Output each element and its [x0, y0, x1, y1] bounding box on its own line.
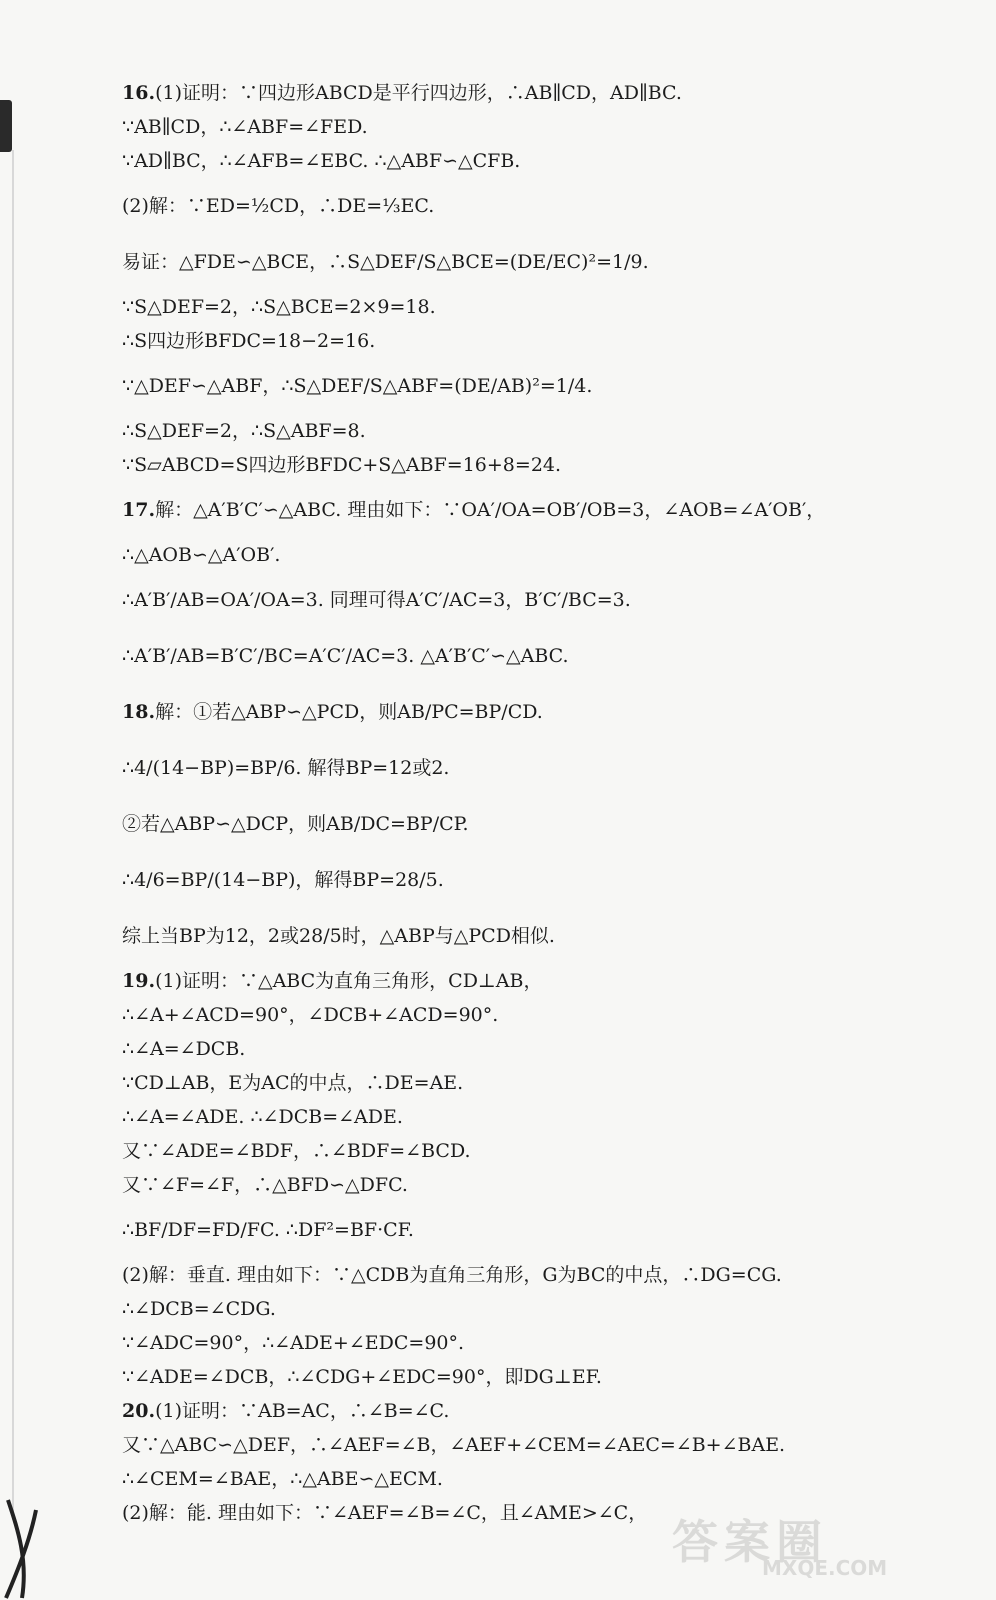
text-line — [122, 628, 972, 684]
line-text: (1)证明：∵△ABC为直角三角形，CD⊥AB， — [155, 970, 543, 992]
line-text: (1)证明：∵AB=AC，∴∠B=∠C. — [155, 1400, 450, 1422]
text-line — [122, 110, 972, 144]
line-text: ∴A′B′/AB=OA′/OA=3. 同理可得A′C′/AC=3，B′C′/BC=3. — [122, 589, 631, 611]
line-text: ∵△DEF∽△ABF，∴S△DEF/S△ABF=(DE/AB)²=1/4. — [122, 375, 593, 397]
line-text: ∴BF/DF=FD/FC. ∴DF²=BF·CF. — [122, 1219, 414, 1241]
watermark-text: 答案圈 — [672, 1515, 828, 1569]
line-text: ∴∠A=∠ADE. ∴∠DCB=∠ADE. — [122, 1106, 403, 1128]
line-text: ∵AB∥CD，∴∠ABF=∠FED. — [122, 116, 368, 138]
line-text: 综上当BP为12，2或28/5时，△ABP与△PCD相似. — [122, 925, 555, 947]
line-text: ∴4/(14−BP)=BP/6. 解得BP=12或2. — [122, 757, 450, 779]
text-line — [122, 1134, 972, 1168]
line-text: (1)证明：∵四边形ABCD是平行四边形，∴AB∥CD，AD∥BC. — [155, 82, 682, 104]
text-line — [122, 1394, 972, 1428]
line-text: ∴S△DEF=2，∴S△ABF=8. — [122, 420, 366, 442]
line-text: 又∵∠ADE=∠BDF，∴∠BDF=∠BCD. — [122, 1140, 471, 1162]
text-line — [122, 358, 972, 414]
line-text: (2)解：垂直. 理由如下：∵△CDB为直角三角形，G为BC的中点，∴DG=CG. — [122, 1264, 782, 1286]
line-text: 解：△A′B′C′∽△ABC. 理由如下：∵OA′/OA=OB′/OB=3，∠AOB=∠A′OB′， — [155, 499, 826, 521]
line-text: ∴∠A=∠DCB. — [122, 1038, 246, 1060]
line-text: ∵∠ADC=90°，∴∠ADE+∠EDC=90°. — [122, 1332, 465, 1354]
line-text: ∴S四边形BFDC=18−2=16. — [122, 330, 376, 352]
line-text: 易证：△FDE∽△BCE，∴S△DEF/S△BCE=(DE/EC)²=1/9. — [122, 251, 649, 273]
page-edge — [12, 150, 14, 1520]
text-line — [122, 538, 972, 572]
text-line — [122, 1202, 972, 1258]
text-line — [122, 414, 972, 448]
text-line — [122, 1100, 972, 1134]
text-line — [122, 178, 972, 234]
line-text: ∴△AOB∽△A′OB′. — [122, 544, 281, 566]
line-text: ∴∠A+∠ACD=90°，∠DCB+∠ACD=90°. — [122, 1004, 499, 1026]
problem-number: 17. — [122, 499, 156, 521]
text-line — [122, 998, 972, 1032]
line-text: 又∵∠F=∠F，∴△BFD∽△DFC. — [122, 1174, 408, 1196]
line-text: ∵S▱ABCD=S四边形BFDC+S△ABF=16+8=24. — [122, 454, 562, 476]
text-line — [122, 290, 972, 324]
problem-number: 18. — [122, 701, 156, 723]
text-line — [122, 572, 972, 628]
problem-number: 16. — [122, 82, 156, 104]
line-text: ∵CD⊥AB，E为AC的中点，∴DE=AE. — [122, 1072, 464, 1094]
text-line — [122, 908, 972, 964]
text-line — [122, 1032, 972, 1066]
text-line — [122, 796, 972, 852]
line-text: ∴4/6=BP/(14−BP)，解得BP=28/5. — [122, 869, 444, 891]
text-line — [122, 1360, 972, 1394]
text-line — [122, 76, 972, 110]
text-line — [122, 234, 972, 290]
line-text: ∴A′B′/AB=B′C′/BC=A′C′/AC=3. △A′B′C′∽△ABC. — [122, 645, 569, 667]
text-line — [122, 1066, 972, 1100]
text-line — [122, 740, 972, 796]
side-tab — [0, 100, 12, 152]
line-text: ∵S△DEF=2，∴S△BCE=2×9=18. — [122, 296, 436, 318]
text-line — [122, 1292, 972, 1326]
answer-content — [122, 76, 972, 1530]
line-text: ②若△ABP∽△DCP，则AB/DC=BP/CP. — [122, 813, 469, 835]
line-text: ∴∠DCB=∠CDG. — [122, 1298, 276, 1320]
text-line — [122, 964, 972, 998]
watermark-url: MXQE.COM — [762, 1556, 888, 1580]
scribble-decoration — [0, 1490, 60, 1600]
line-text: 解：①若△ABP∽△PCD，则AB/PC=BP/CD. — [155, 701, 543, 723]
line-text: ∵AD∥BC，∴∠AFB=∠EBC. ∴△ABF∽△CFB. — [122, 150, 521, 172]
line-text: 又∵△ABC∽△DEF，∴∠AEF=∠B，∠AEF+∠CEM=∠AEC=∠B+∠BAE. — [122, 1434, 786, 1456]
text-line — [122, 1428, 972, 1462]
text-line — [122, 1258, 972, 1292]
text-line — [122, 1326, 972, 1360]
text-line — [122, 852, 972, 908]
text-line — [122, 482, 972, 538]
text-line — [122, 1462, 972, 1496]
problem-number: 19. — [122, 970, 156, 992]
line-text: (2)解：能. 理由如下：∵∠AEF=∠B=∠C，且∠AME>∠C， — [122, 1502, 648, 1524]
line-text: ∴∠CEM=∠BAE，∴△ABE∽△ECM. — [122, 1468, 443, 1490]
text-line — [122, 1168, 972, 1202]
text-line — [122, 144, 972, 178]
text-line — [122, 448, 972, 482]
text-line — [122, 684, 972, 740]
text-line — [122, 324, 972, 358]
line-text: (2)解：∵ED=½CD，∴DE=⅓EC. — [122, 195, 435, 217]
problem-number: 20. — [122, 1400, 156, 1422]
line-text: ∵∠ADE=∠DCB，∴∠CDG+∠EDC=90°，即DG⊥EF. — [122, 1366, 602, 1388]
watermark — [672, 1506, 982, 1582]
